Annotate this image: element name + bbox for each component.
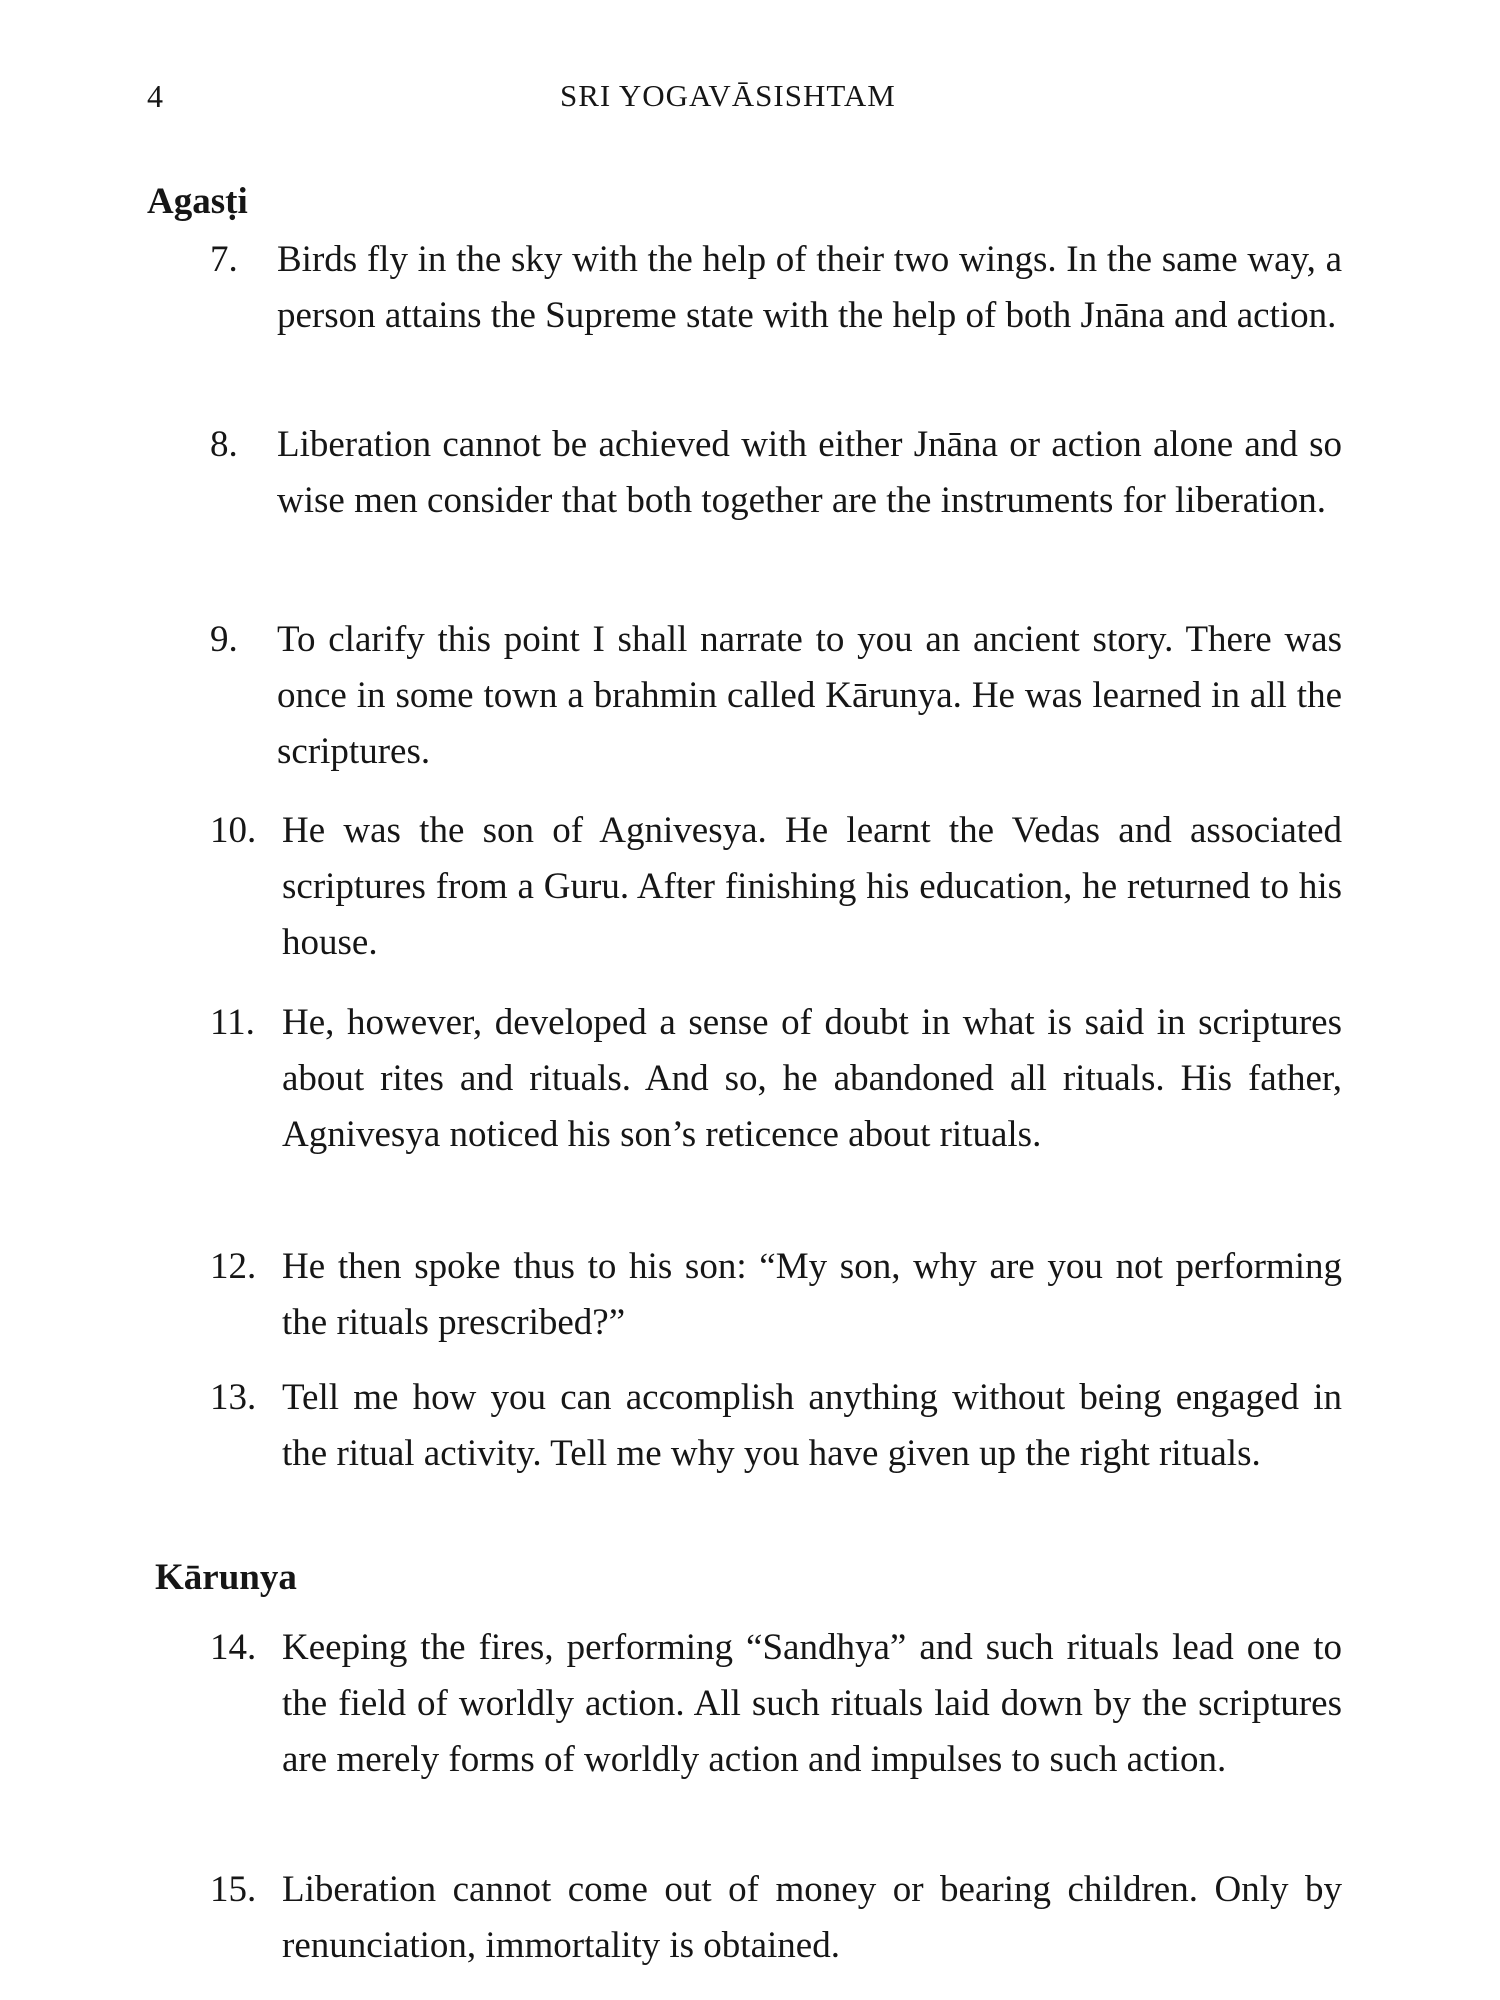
verse — [210, 995, 1342, 1163]
page-number: 4 — [147, 78, 163, 114]
verse — [210, 232, 1342, 344]
verse-text: He, however, developed a sense of doubt in what is said in scriptures about rites and rituals. And so, he abandoned all rituals. His father, Agnivesya noticed his son’s reticence about rituals. — [282, 1002, 1342, 1155]
speaker-heading: Kārunya — [155, 1557, 297, 1598]
verse — [210, 1370, 1342, 1482]
verse — [210, 803, 1342, 971]
verse-text: Liberation cannot be achieved with either Jnāna or action alone and so wise men consider that both together are the instruments for liberation. — [277, 424, 1342, 521]
verse-text: Birds fly in the sky with the help of their two wings. In the same way, a person attains the Supreme state with the help of both Jnāna and action. — [277, 239, 1342, 336]
verse-number: 7. — [210, 239, 238, 280]
verse-text: He then spoke thus to his son: “My son, why are you not performing the rituals prescribed?” — [282, 1246, 1342, 1343]
verse-text: Keeping the fires, performing “Sandhya” and such rituals lead one to the field of worldly action. All such rituals laid down by the scriptures are merely forms of worldly action and impulses to such action. — [282, 1627, 1342, 1780]
verse-number: 15. — [210, 1869, 257, 1910]
speaker-heading: Agasṭi — [147, 181, 248, 222]
verse — [210, 1239, 1342, 1351]
verse-text: Liberation cannot come out of money or bearing children. Only by renunciation, immortality is obtained. — [282, 1869, 1342, 1966]
verse-number: 12. — [210, 1246, 257, 1287]
verse-number: 8. — [210, 424, 238, 465]
verse — [210, 1620, 1342, 1788]
verse-number: 13. — [210, 1377, 257, 1418]
verse — [210, 612, 1342, 780]
verse-number: 10. — [210, 810, 257, 851]
verse-number: 9. — [210, 619, 238, 660]
verse-number: 14. — [210, 1627, 257, 1668]
verse-text: To clarify this point I shall narrate to you an ancient story. There was once in some town a brahmin called Kārunya. He was learned in all the scriptures. — [277, 619, 1342, 772]
verse — [210, 1862, 1342, 1974]
verse-text: He was the son of Agnivesya. He learnt the Vedas and associated scriptures from a Guru. After finishing his education, he returned to his house. — [282, 810, 1342, 963]
verse-text: Tell me how you can accomplish anything without being engaged in the ritual activity. Tell me why you have given up the right rituals. — [282, 1377, 1342, 1474]
running-head: SRI YOGAVĀSISHTAM — [560, 78, 896, 113]
verse — [210, 417, 1342, 529]
verse-number: 11. — [210, 1002, 255, 1043]
